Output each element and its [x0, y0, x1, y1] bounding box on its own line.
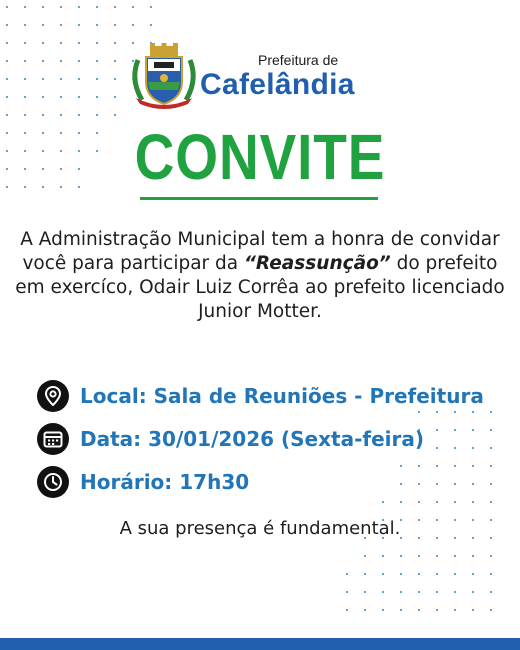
decorative-dot	[490, 573, 492, 575]
decorative-dot	[436, 483, 438, 485]
decorative-dot	[78, 24, 80, 26]
decorative-dot	[60, 96, 62, 98]
decorative-dot	[346, 573, 348, 575]
decorative-dot	[382, 573, 384, 575]
decorative-dot	[400, 591, 402, 593]
decorative-dot	[96, 6, 98, 8]
decorative-dot	[400, 501, 402, 503]
decorative-dot	[114, 60, 116, 62]
header-prefix: Prefeitura de	[258, 52, 339, 68]
decorative-dot	[60, 6, 62, 8]
decorative-dot	[42, 42, 44, 44]
decorative-dot	[436, 447, 438, 449]
decorative-dot	[400, 609, 402, 611]
decorative-dot	[6, 114, 8, 116]
decorative-dot	[114, 96, 116, 98]
decorative-dot	[364, 609, 366, 611]
detail-location-text: Local: Sala de Reuniões - Prefeitura	[80, 384, 484, 408]
decorative-dot	[454, 465, 456, 467]
decorative-dot	[490, 609, 492, 611]
detail-date-text: Data: 30/01/2026 (Sexta-feira)	[80, 427, 425, 451]
decorative-dot	[24, 114, 26, 116]
invitation-text-part2: do prefeito em exercíco, Odair Luiz Corrêa ao prefeito licenciado Junior Motter.	[15, 253, 505, 322]
decorative-dot	[96, 78, 98, 80]
decorative-dot	[436, 429, 438, 431]
decorative-dot	[24, 6, 26, 8]
decorative-dot	[24, 24, 26, 26]
decorative-dot	[436, 573, 438, 575]
decorative-dot	[454, 501, 456, 503]
decorative-dot	[454, 447, 456, 449]
decorative-dot	[42, 60, 44, 62]
decorative-dot	[6, 186, 8, 188]
decorative-dot	[472, 447, 474, 449]
decorative-dot	[6, 78, 8, 80]
decorative-dot	[382, 591, 384, 593]
page-title: CONVITE	[134, 121, 386, 193]
decorative-dot	[24, 168, 26, 170]
closing-text: A sua presença é fundamental.	[119, 518, 401, 539]
decorative-dot	[490, 465, 492, 467]
decorative-dot	[132, 24, 134, 26]
decorative-dot	[382, 555, 384, 557]
decorative-dot	[6, 6, 8, 8]
decorative-dot	[42, 6, 44, 8]
decorative-dot	[490, 411, 492, 413]
decorative-dot	[96, 60, 98, 62]
decorative-dot	[6, 150, 8, 152]
decorative-dot	[472, 573, 474, 575]
decorative-dot	[400, 573, 402, 575]
decorative-dot	[418, 591, 420, 593]
decorative-dot	[454, 609, 456, 611]
decorative-dot	[472, 465, 474, 467]
decorative-dot	[132, 6, 134, 8]
invitation-text-part1: A Administração Municipal tem a honra de convidar você para participar da	[20, 229, 500, 274]
decorative-dot	[6, 42, 8, 44]
decorative-dot	[418, 609, 420, 611]
decorative-dot	[382, 501, 384, 503]
decorative-dot	[418, 483, 420, 485]
decorative-dot	[60, 24, 62, 26]
invitation-highlight: “Reassunção”	[244, 253, 391, 274]
decorative-dot	[490, 447, 492, 449]
decorative-dot	[78, 6, 80, 8]
decorative-dot	[454, 555, 456, 557]
decorative-dot	[346, 591, 348, 593]
detail-date	[37, 422, 424, 456]
decorative-dot	[418, 555, 420, 557]
decorative-dot	[6, 24, 8, 26]
decorative-dot	[114, 78, 116, 80]
detail-time	[37, 465, 249, 499]
decorative-dot	[6, 168, 8, 170]
decorative-dot	[364, 573, 366, 575]
calendar-icon	[37, 423, 69, 455]
decorative-dot	[96, 24, 98, 26]
footer-bar	[0, 638, 520, 650]
decorative-dot	[472, 609, 474, 611]
decorative-dot	[346, 609, 348, 611]
decorative-dot	[114, 24, 116, 26]
decorative-dot	[6, 132, 8, 134]
detail-location	[37, 379, 484, 413]
decorative-dot	[364, 555, 366, 557]
title-underline	[140, 197, 378, 200]
decorative-dot	[454, 573, 456, 575]
decorative-dot	[436, 465, 438, 467]
decorative-dot	[24, 78, 26, 80]
decorative-dot	[96, 42, 98, 44]
decorative-dot	[150, 24, 152, 26]
decorative-dot	[472, 555, 474, 557]
decorative-dot	[24, 60, 26, 62]
decorative-dot	[6, 60, 8, 62]
decorative-dot	[364, 591, 366, 593]
decorative-dot	[6, 96, 8, 98]
decorative-dot	[454, 483, 456, 485]
decorative-dot	[24, 96, 26, 98]
decorative-dot	[78, 42, 80, 44]
decorative-dot	[490, 555, 492, 557]
decorative-dot	[418, 501, 420, 503]
decorative-dot	[150, 6, 152, 8]
decorative-dot	[78, 78, 80, 80]
decorative-dot	[472, 483, 474, 485]
decorative-dot	[472, 591, 474, 593]
decorative-dot	[42, 78, 44, 80]
decorative-dot	[418, 573, 420, 575]
decorative-dot	[400, 555, 402, 557]
decorative-dot	[42, 96, 44, 98]
invitation-text	[12, 228, 508, 324]
city-name: Cafelândia	[200, 68, 355, 101]
decorative-dot	[472, 429, 474, 431]
decorative-dot	[454, 429, 456, 431]
decorative-dot	[436, 555, 438, 557]
decorative-dot	[436, 591, 438, 593]
decorative-dot	[42, 114, 44, 116]
decorative-dot	[400, 483, 402, 485]
decorative-dot	[78, 60, 80, 62]
decorative-dot	[454, 591, 456, 593]
decorative-dot	[78, 96, 80, 98]
decorative-dot	[24, 42, 26, 44]
decorative-dot	[60, 114, 62, 116]
decorative-dot	[60, 60, 62, 62]
decorative-dot	[42, 24, 44, 26]
decorative-dot	[472, 501, 474, 503]
header	[128, 42, 398, 110]
clock-icon	[37, 466, 69, 498]
detail-time-text: Horário: 17h30	[80, 470, 250, 494]
decorative-dot	[96, 96, 98, 98]
decorative-dot	[60, 78, 62, 80]
decorative-dot	[60, 42, 62, 44]
decorative-dot	[418, 465, 420, 467]
decorative-dot	[114, 6, 116, 8]
decorative-dot	[24, 132, 26, 134]
decorative-dot	[24, 186, 26, 188]
decorative-dot	[490, 501, 492, 503]
decorative-dot	[114, 114, 116, 116]
decorative-dot	[114, 42, 116, 44]
decorative-dot	[436, 609, 438, 611]
decorative-dot	[490, 591, 492, 593]
coat-of-arms-icon	[128, 42, 200, 110]
decorative-dot	[96, 114, 98, 116]
decorative-dot	[490, 483, 492, 485]
decorative-dot	[78, 114, 80, 116]
decorative-dot	[382, 609, 384, 611]
decorative-dot	[490, 429, 492, 431]
decorative-dot	[400, 465, 402, 467]
decorative-dot	[436, 501, 438, 503]
decorative-dot	[24, 150, 26, 152]
location-pin-icon	[37, 380, 69, 412]
